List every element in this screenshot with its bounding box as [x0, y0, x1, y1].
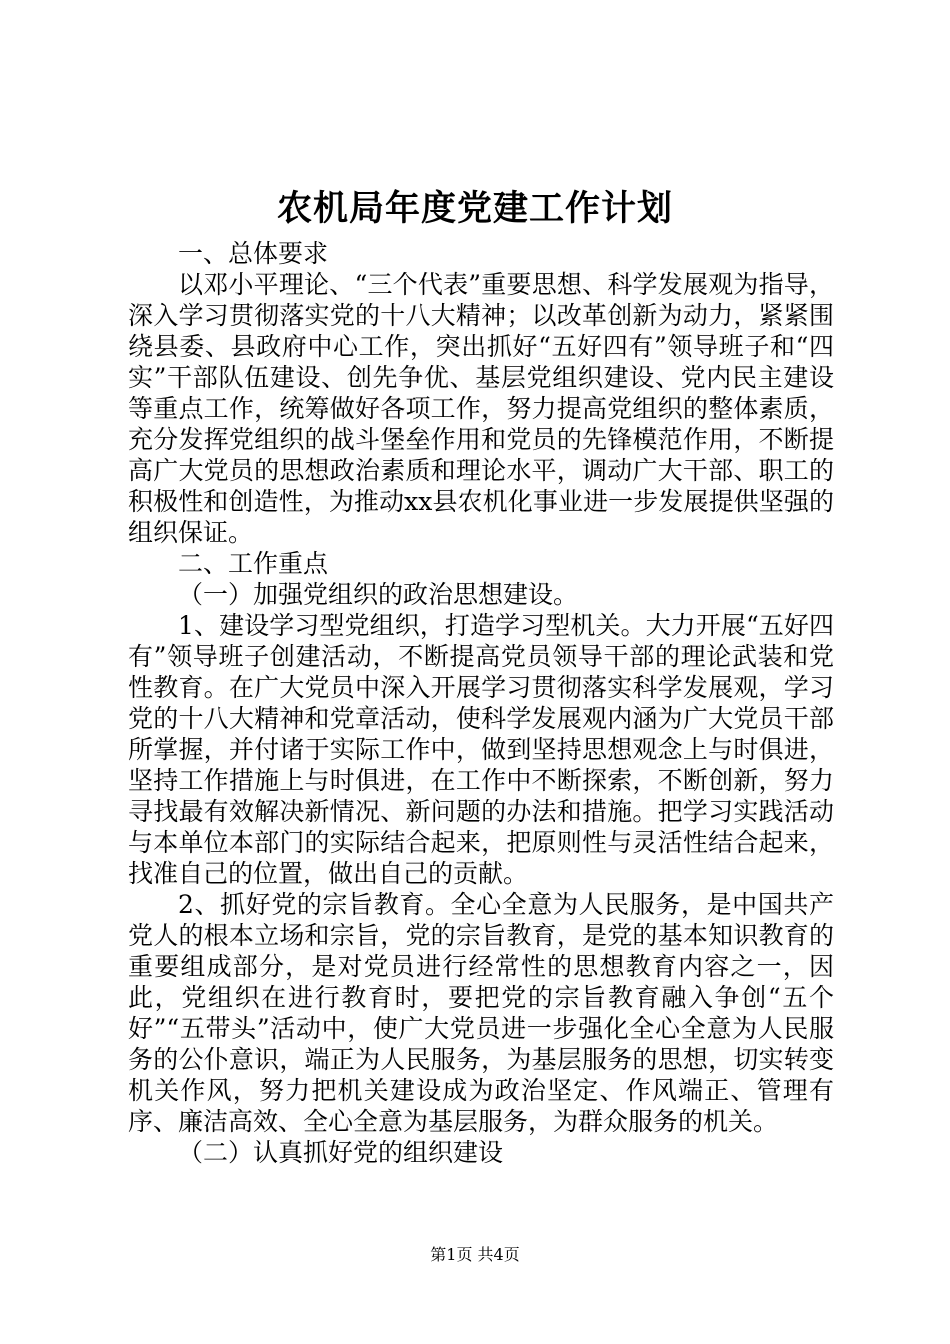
document-body: [128, 238, 834, 1168]
subsection-heading: （一）加强党组织的政治思想建设。: [178, 580, 579, 609]
body-paragraph: 以邓小平理论、“三个代表”重要思想、科学发展观为指导，深入学习贯彻落实党的十八大精神；以改革创新为动力，紧紧围绕县委、县政府中心工作，突出抓好“五好四有”领导班子和“四实”干部队伍建设、创先争优、基层党组织建设、党内民主建设等重点工作，统筹做好各项工作，努力提高党组织的整体素质，充分发挥党组织的战斗堡垒作用和党员的先锋模范作用，不断提高广大党员的思想政治素质和理论水平，调动广大干部、职工的积极性和创造性，为推动xx县农机化事业进一步发展提供坚强的组织保证。: [128, 270, 834, 547]
subsection-heading: （二）认真抓好党的组织建设: [178, 1138, 504, 1167]
page-footer: 第1页 共4页: [430, 1245, 520, 1264]
section-heading: 二、工作重点: [178, 549, 329, 578]
body-paragraph: 1、建设学习型党组织，打造学习型机关。大力开展“五好四有”领导班子创建活动，不断提高党员领导干部的理论武装和党性教育。在广大党员中深入开展学习贯彻落实科学发展观，学习党的十八大精神和党章活动，使科学发展观内涵为广大党员干部所掌握，并付诸于实际工作中，做到坚持思想观念上与时俱进，坚持工作措施上与时俱进，在工作中不断探索，不断创新，努力寻找最有效解决新情况、新问题的办法和措施。把学习实践活动与本单位本部门的实际结合起来，把原则性与灵活性结合起来，找准自己的位置，做出自己的贡献。: [128, 611, 834, 888]
document-title: 农机局年度党建工作计划: [276, 188, 673, 229]
section-heading: 一、总体要求: [178, 239, 329, 268]
body-paragraph: 2、抓好党的宗旨教育。全心全意为人民服务，是中国共产党人的根本立场和宗旨，党的宗旨教育，是党的基本知识教育的重要组成部分，是对党员进行经常性的思想教育内容之一，因此，党组织在进行教育时，要把党的宗旨教育融入争创“五个好”“五带头”活动中，使广大党员进一步强化全心全意为人民服务的公仆意识，端正为人民服务，为基层服务的思想，切实转变机关作风，努力把机关建设成为政治坚定、作风端正、管理有序、廉洁高效、全心全意为基层服务，为群众服务的机关。: [128, 890, 834, 1136]
